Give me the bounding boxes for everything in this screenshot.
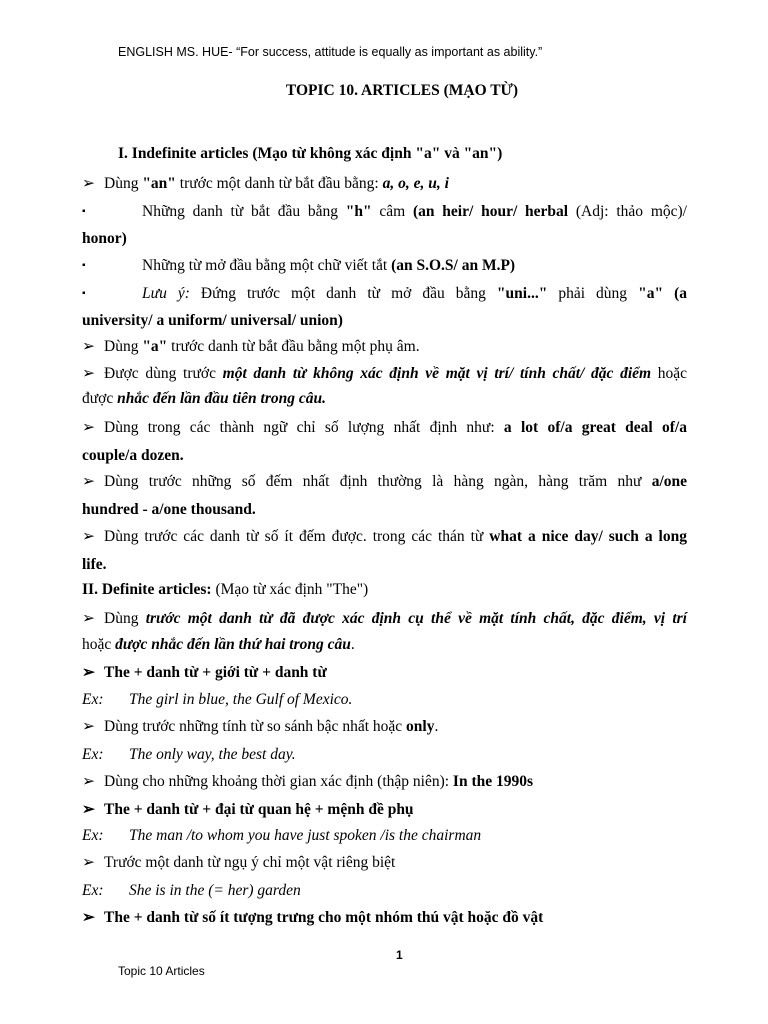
example-line	[82, 826, 687, 846]
example-line	[82, 745, 687, 765]
arrow-bullet-icon: ➢	[82, 175, 95, 192]
item-strong: "a"	[142, 338, 168, 355]
item-text: Dùng trong các thành ngữ chỉ số lượng nhất định như:	[104, 419, 504, 436]
example-label: Ex:	[82, 827, 104, 844]
note-label: Lưu ý:	[142, 285, 190, 302]
item-strong: "uni..."	[496, 285, 548, 302]
list-item	[82, 663, 687, 683]
arrow-bullet-icon: ➢	[82, 338, 95, 355]
item-emphasis: một danh từ không xác định về mặt vị trí/ tính chất/ đặc điểm	[222, 365, 652, 382]
item-text: Dùng trước những số đếm nhất định thường là hàng ngàn, hàng trăm như	[104, 473, 652, 490]
item-strong: a/one	[651, 473, 687, 490]
item-text: được	[82, 390, 118, 407]
section-title-definite	[82, 580, 687, 600]
arrow-bullet-icon: ➢	[82, 528, 95, 545]
list-item	[82, 717, 687, 737]
item-strong: a lot of/a great deal of/a	[503, 419, 687, 436]
list-item	[82, 337, 687, 357]
formula-text: The + danh từ số ít tượng trưng cho một nhóm thú vật hoặc đồ vật	[104, 909, 544, 926]
item-strong: (an heir/ hour/ herbal	[413, 203, 569, 220]
example-text: The only way, the best day.	[129, 746, 296, 763]
list-item	[82, 472, 687, 492]
item-text: Dùng	[104, 175, 143, 192]
example-text: The man /to whom you have just spoken /is the chairman	[129, 827, 482, 844]
arrow-bullet-icon: ➢	[82, 365, 95, 382]
item-text: trước danh từ bắt đầu bằng một phụ âm.	[167, 338, 420, 355]
list-item-continuation: hundred - a/one thousand.	[82, 501, 256, 518]
item-emphasis: nhắc đến lần đầu tiên trong câu.	[117, 390, 326, 407]
page-title: TOPIC 10. ARTICLES (MẠO TỪ)	[285, 82, 519, 99]
item-strong: "h"	[345, 203, 372, 220]
item-text: Dùng	[104, 338, 143, 355]
item-text: hoặc	[82, 636, 116, 653]
item-text: Được dùng trước	[104, 365, 223, 382]
item-text: .	[434, 718, 439, 735]
section-title-subtext: (Mạo từ xác định "The")	[211, 581, 369, 598]
item-text: Những danh từ bắt đầu bằng	[142, 203, 346, 220]
formula-text: The + danh từ + giới từ + danh từ	[104, 664, 327, 681]
item-emphasis: trước một danh từ đã được xác định cụ thể về mặt tính chất, đặc điểm, vị trí	[145, 610, 687, 627]
item-text: phải dùng	[547, 285, 639, 302]
list-item	[82, 527, 687, 547]
item-strong: (an S.O.S/ an M.P)	[391, 257, 516, 274]
item-strong: only	[406, 718, 435, 735]
section-title-text: I. Indefinite articles (Mạo từ không xác định "a" và "an")	[118, 145, 503, 162]
list-item	[82, 853, 687, 873]
item-text: Dùng cho những khoảng thời gian xác định (thập niên):	[104, 773, 453, 790]
item-text: trước một danh từ bắt đầu bằng:	[175, 175, 383, 192]
item-text: .	[350, 636, 355, 653]
item-strong: (a	[663, 285, 688, 302]
item-text: câm	[371, 203, 413, 220]
item-text: Dùng trước những tính từ so sánh bậc nhất hoặc	[104, 718, 407, 735]
square-bullet-icon: ▪	[82, 206, 86, 217]
arrow-bullet-icon: ➢	[82, 718, 95, 735]
item-text: Những từ mở đầu bằng một chữ viết tắt	[142, 257, 392, 274]
page-footer: Topic 10 Articles	[118, 964, 205, 978]
list-item	[82, 174, 687, 194]
arrow-bullet-icon: ➢	[82, 419, 95, 436]
list-item	[82, 908, 687, 928]
item-strong: In the 1990s	[452, 773, 534, 790]
example-label: Ex:	[82, 746, 104, 763]
square-bullet-icon: ▪	[82, 288, 86, 299]
list-item	[82, 202, 687, 222]
item-strong: "an"	[142, 175, 176, 192]
item-text: Đứng trước một danh từ mở đầu bằng	[189, 285, 497, 302]
section-title-text: II. Definite articles:	[82, 581, 212, 598]
page-number: 1	[396, 948, 403, 962]
list-item	[82, 800, 687, 820]
list-item	[82, 609, 687, 629]
list-item-continuation	[82, 635, 687, 655]
list-item-continuation: honor)	[82, 230, 127, 247]
page-header: ENGLISH MS. HUE- “For success, attitude is equally as important as ability.”	[118, 45, 543, 59]
item-emphasis: được nhắc đến lần thứ hai trong câu	[115, 636, 351, 653]
list-item-continuation: couple/a dozen.	[82, 447, 184, 464]
item-strong: "a"	[638, 285, 664, 302]
example-line	[82, 690, 687, 710]
item-text: (Adj: thảo mộc)/	[568, 203, 687, 220]
item-text: Trước một danh từ ngụ ý chỉ một vật riêng biệt	[104, 854, 396, 871]
list-item	[82, 256, 687, 276]
example-text: She is in the (= her) garden	[129, 882, 301, 899]
list-item-continuation: university/ a uniform/ universal/ union)	[82, 312, 343, 329]
example-label: Ex:	[82, 691, 104, 708]
item-text: Dùng trước các danh từ số ít đếm được. trong các thán từ	[104, 528, 490, 545]
section-title-indefinite	[118, 144, 723, 164]
example-label: Ex:	[82, 882, 104, 899]
list-item	[82, 364, 687, 384]
list-item-continuation	[82, 389, 687, 409]
item-text: hoặc	[651, 365, 687, 382]
arrow-bullet-icon: ➢	[82, 473, 95, 490]
arrow-bullet-icon: ➢	[82, 773, 95, 790]
list-item	[82, 284, 687, 304]
arrow-bullet-icon: ➢	[82, 854, 95, 871]
square-bullet-icon: ▪	[82, 260, 86, 271]
formula-text: The + danh từ + đại từ quan hệ + mệnh đề phụ	[104, 801, 414, 818]
arrow-bullet-icon: ➢	[82, 610, 95, 627]
item-strong: what a nice day/ such a long	[489, 528, 687, 545]
list-item	[82, 772, 687, 792]
item-vowels: a, o, e, u, i	[382, 175, 449, 192]
list-item-continuation: life.	[82, 556, 107, 573]
arrow-bullet-icon: ➢	[82, 801, 95, 818]
list-item	[82, 418, 687, 438]
arrow-bullet-icon: ➢	[82, 909, 95, 926]
example-text: The girl in blue, the Gulf of Mexico.	[129, 691, 353, 708]
item-text: Dùng	[104, 610, 146, 627]
example-line	[82, 881, 687, 901]
arrow-bullet-icon: ➢	[82, 664, 95, 681]
